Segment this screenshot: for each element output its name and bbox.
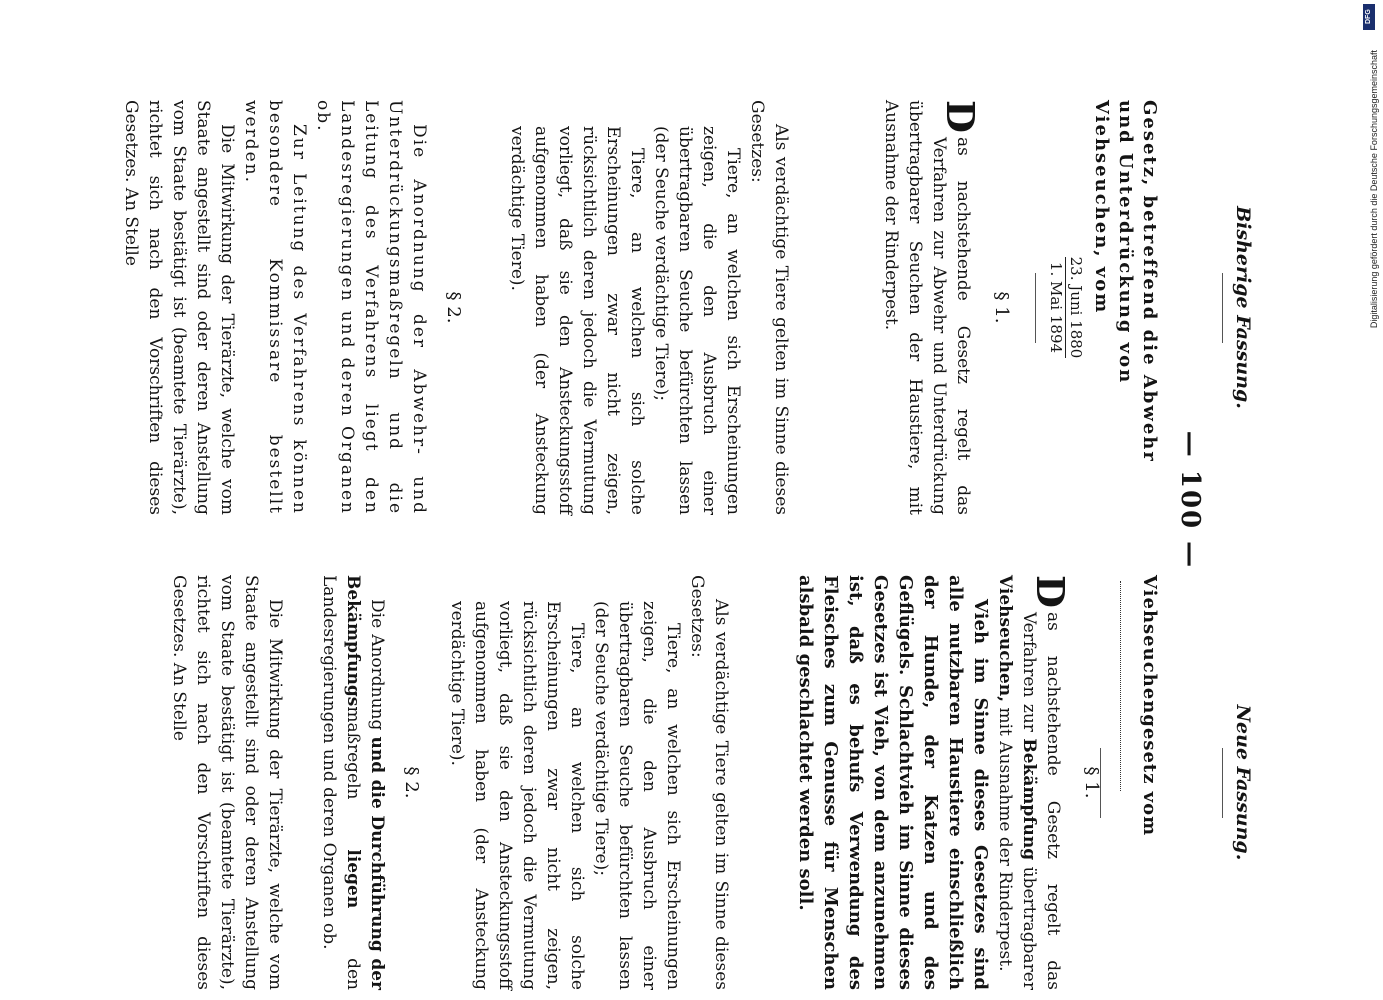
section-heading: § 1.	[991, 291, 1012, 324]
paragraph-text: as nachstehende Gesetz regelt das Verfahren zur Abwehr und Unterdrückung übertragbarer Seuchen der Haustiere, mit Ausnahme der Rinderpest.	[881, 100, 973, 515]
suspect-item-2: Tiere, an welchen sich solche Erscheinungen zwar nicht zeigen, rücksichtlich deren jedoch die Vermutung vorliegt, daß sie den Ansteckungsstoff aufgenommen haben (der Ansteckung verdächtige Tiere).	[447, 601, 587, 990]
law-dates	[1046, 100, 1085, 515]
page-number: — 100 —	[1175, 430, 1205, 570]
section-paragraph: Die Anordnung der Abwehr- und Unterdrückungsmaßregeln und die Leitung des Verfahrens liegt den Landesregierungen und deren Organen ob.	[313, 100, 429, 515]
section-1	[879, 100, 1013, 515]
section-paragraph: Zur Leitung des Verfahrens können besondere Kommissare bestellt werden.	[241, 100, 309, 515]
date-fraction	[1046, 257, 1085, 359]
law-title-block	[1035, 100, 1161, 515]
column-header-text: Bisherige Fassung.	[1232, 206, 1254, 409]
livestock-definition: Vieh im Sinne dieses Gesetzes sind alle nutzbaren Haustiere einschließlich der Hunde, der Katzen und des Geflügels. Schlachtvieh im Sinne dieses Gesetzes ist Vieh, von dem anzunehmen ist, daß es behufs Verwendung des Fleisches zum Genusse für Menschen alsbald geschlachtet werden soll.	[795, 575, 991, 990]
suspect-item-1: Tiere, an welchen sich Erscheinungen zeigen, die den Ausbruch einer übertragbaren Seuche befürchten lassen (der Seuche verdächtige Tiere);	[591, 601, 683, 990]
column-header	[1222, 575, 1255, 990]
suspect-item-2: Tiere, an welchen sich solche Erscheinungen zwar nicht zeigen, rücksichtlich deren jedoch die Vermutung vorliegt, daß sie den Ansteckungsstoff aufgenommen haben (der Ansteckung verdächtige Tiere).	[507, 126, 647, 515]
divider	[1035, 273, 1036, 343]
law-title	[1113, 575, 1161, 990]
law-title-block	[1100, 575, 1161, 990]
section-heading: § 2.	[443, 291, 464, 324]
divider	[1222, 748, 1223, 818]
suspect-intro: Als verdächtige Tiere gelten im Sinne dieses Gesetzes:	[747, 100, 791, 515]
drop-cap: D	[938, 100, 983, 133]
law-title-text: Viehseuchengesetz vom	[1139, 575, 1160, 837]
section-paragraph	[993, 575, 1073, 990]
section-heading: § 1.	[1081, 766, 1102, 799]
section-2	[167, 575, 423, 990]
section-paragraph	[317, 575, 389, 990]
dfg-logo: DFG	[1363, 4, 1375, 30]
suspect-intro: Als verdächtige Tiere gelten im Sinne dieses Gesetzes:	[687, 575, 731, 990]
section-paragraph: Die Mitwirkung der Tierärzte, welche vom Staate angestellt sind oder deren Anstellung vom Staate bestätigt ist (beamtete Tierärzte), richtet sich nach den Vorschriften dieses Gesetzes. An Stelle	[169, 575, 285, 990]
date-second: 1. Mai 1894	[1047, 261, 1065, 354]
paragraph-text-bold: Viehseuchen,	[995, 575, 1015, 703]
paragraph-text: as nachstehende Gesetz regelt das Verfahren zur	[1019, 611, 1063, 990]
section-1	[793, 575, 1103, 990]
paragraph-text: übertragbarer	[1019, 860, 1039, 990]
paragraph-text: mit Ausnahme der Rinderpest.	[995, 702, 1015, 972]
column-header-text: Neue Fassung.	[1232, 704, 1254, 861]
suspect-item-1: Tiere, an welchen sich Erscheinungen zeigen, die den Ausbruch einer übertragbaren Seuche befürchten lassen (der Seuche verdächtige Tiere);	[651, 126, 743, 515]
suspect-definitions	[445, 575, 733, 990]
column-header	[1222, 100, 1255, 515]
law-title: Gesetz, betreffend die Abwehr und Unterdrückung von Viehseuchen, vom	[1091, 100, 1160, 463]
credit-text: Digitalisierung gefördert durch die Deutsche Forschungsgemeinschaft	[1369, 50, 1379, 329]
dotted-line	[1120, 581, 1121, 791]
section-paragraph	[879, 100, 983, 515]
paragraph-text-bold: Bekämpfung	[1019, 738, 1039, 861]
paragraph-text-bold: und die Durchführung der Bekämpfungs	[343, 575, 387, 991]
digitization-credit	[1359, 0, 1379, 1000]
suspect-definitions	[505, 100, 793, 515]
section-heading: § 2.	[401, 766, 422, 799]
divider	[1222, 273, 1223, 343]
paragraph-text: den Landesregierungen und deren Organen ob.	[319, 575, 363, 990]
section-2	[119, 100, 465, 515]
paragraph-text: maßregeln	[343, 706, 363, 850]
section-paragraph: Die Mitwirkung der Tierärzte, welche vom Staate angestellt sind oder deren Anstellung vom Staate bestätigt ist (beamtete Tierärzte), richtet sich nach den Vorschriften dieses Gesetzes. An Stelle	[121, 100, 237, 515]
paragraph-text: Die Anordnung	[367, 599, 387, 737]
date-first: 23. Juni 1880	[1067, 256, 1085, 359]
paragraph-text-bold: liegen	[343, 849, 363, 909]
drop-cap: D	[1028, 575, 1073, 608]
